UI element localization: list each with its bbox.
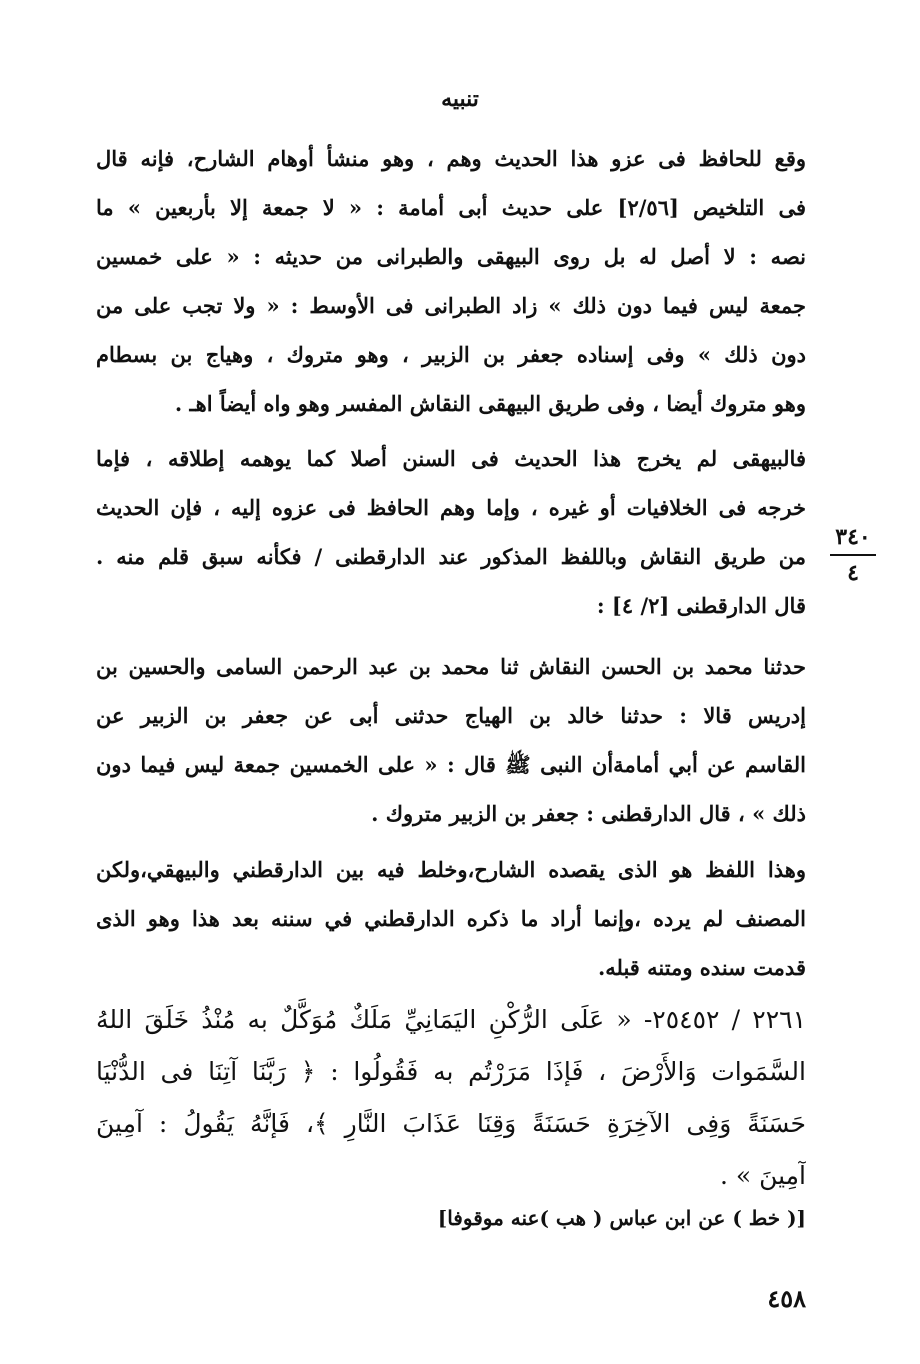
paragraph-4 <box>96 845 806 992</box>
text-line: قال الدارقطنى [٢/ ٤] : <box>596 593 806 618</box>
text-line: من طريق النقاش وباللفظ المذكور عند الدارقطنى / فكأنه سبق قلم منه . <box>96 544 806 569</box>
hadith-line: حَسَنَةً وَفِى الآخِرَةِ حَسَنَةً وَقِنَا عَذَابَ النَّارِ ﴾، فَإنَّهُ يَقُولُ : آمِينَ <box>96 1109 806 1138</box>
margin-reference-top: ٣٤٠ <box>835 524 871 550</box>
paragraph-1 <box>96 134 806 428</box>
text-line: وهذا اللفظ هو الذى يقصده الشارح،وخلط فيه بين الدارقطني والبيهقي،ولكن <box>96 857 806 882</box>
text-line: ذلك » ، قال الدارقطنى : جعفر بن الزبير متروك . <box>371 801 806 826</box>
paragraph-2 <box>96 434 806 630</box>
hadith-block <box>96 994 806 1202</box>
margin-reference-bottom: ٤ <box>847 560 859 586</box>
source-citation: [( خط ) عن ابن عباس ( هب )عنه موقوفا] <box>437 1206 806 1230</box>
hadith-line: السَّمَوات وَالأَرْضَ ، فَإذَا مَرَرْتُم به فَقُولُوا : ﴿ رَبَّنَا آتِنَا فى الدُّنْيَا <box>96 1057 806 1086</box>
margin-reference-rule <box>830 554 876 556</box>
text-line: القاسم عن أبي أمامةأن النبى ﷺ قال : « على الخمسين جمعة ليس فيما دون <box>96 752 806 777</box>
text-line: فالبيهقى لم يخرج هذا الحديث فى السنن أصلا كما يوهمه إطلاقه ، فإما <box>96 446 806 471</box>
text-line: حدثنا محمد بن الحسن النقاش ثنا محمد بن عبد الرحمن السامى والحسين بن <box>96 654 806 679</box>
text-line: إدريس قالا : حدثنا خالد بن الهياج حدثنى أبى عن جعفر بن الزبير عن <box>96 703 806 728</box>
hadith-line: آمِينَ » . <box>719 1161 806 1190</box>
text-line: قدمت سنده ومتنه قبله. <box>597 955 806 980</box>
text-line: خرجه فى الخلافيات أو غيره ، وإما وهم الحافظ فى عزوه إليه ، فإن الحديث <box>96 495 806 520</box>
page-title: تنبيه <box>441 86 479 112</box>
paragraph-3 <box>96 642 806 838</box>
text-line: المصنف لم يرده ،وإنما أراد ما ذكره الدارقطني في سننه بعد هذا وهو الذى <box>96 906 806 931</box>
text-line: وقع للحافظ فى عزو هذا الحديث وهم ، وهو منشأ أوهام الشارح، فإنه قال <box>96 146 806 171</box>
text-line: دون ذلك » وفى إسناده جعفر بن الزبير ، وهو متروك ، وهياج بن بسطام <box>96 342 806 367</box>
text-line: فى التلخيص [٢/٥٦] على حديث أبى أمامة : « لا جمعة إلا بأربعين » ما <box>96 195 806 220</box>
text-line: وهو متروك أيضا ، وفى طريق البيهقى النقاش المفسر وهو واه أيضاً اهـ . <box>174 391 806 416</box>
page-number: ٤٥٨ <box>767 1284 806 1313</box>
text-line: جمعة ليس فيما دون ذلك » زاد الطبرانى فى الأوسط : « ولا تجب على من <box>96 293 806 318</box>
hadith-line: ٢٢٦١ / ٢٥٤٥٢- « عَلَى الرُّكْنِ اليَمَانِيِّ مَلَكٌ مُوَكَّلٌ به مُنْذُ خَلَقَ اللهُ <box>96 1005 806 1034</box>
margin-reference <box>826 522 880 588</box>
text-line: نصه : لا أصل له بل روى البيهقى والطبرانى من حديثه : « على خمسين <box>96 244 806 269</box>
